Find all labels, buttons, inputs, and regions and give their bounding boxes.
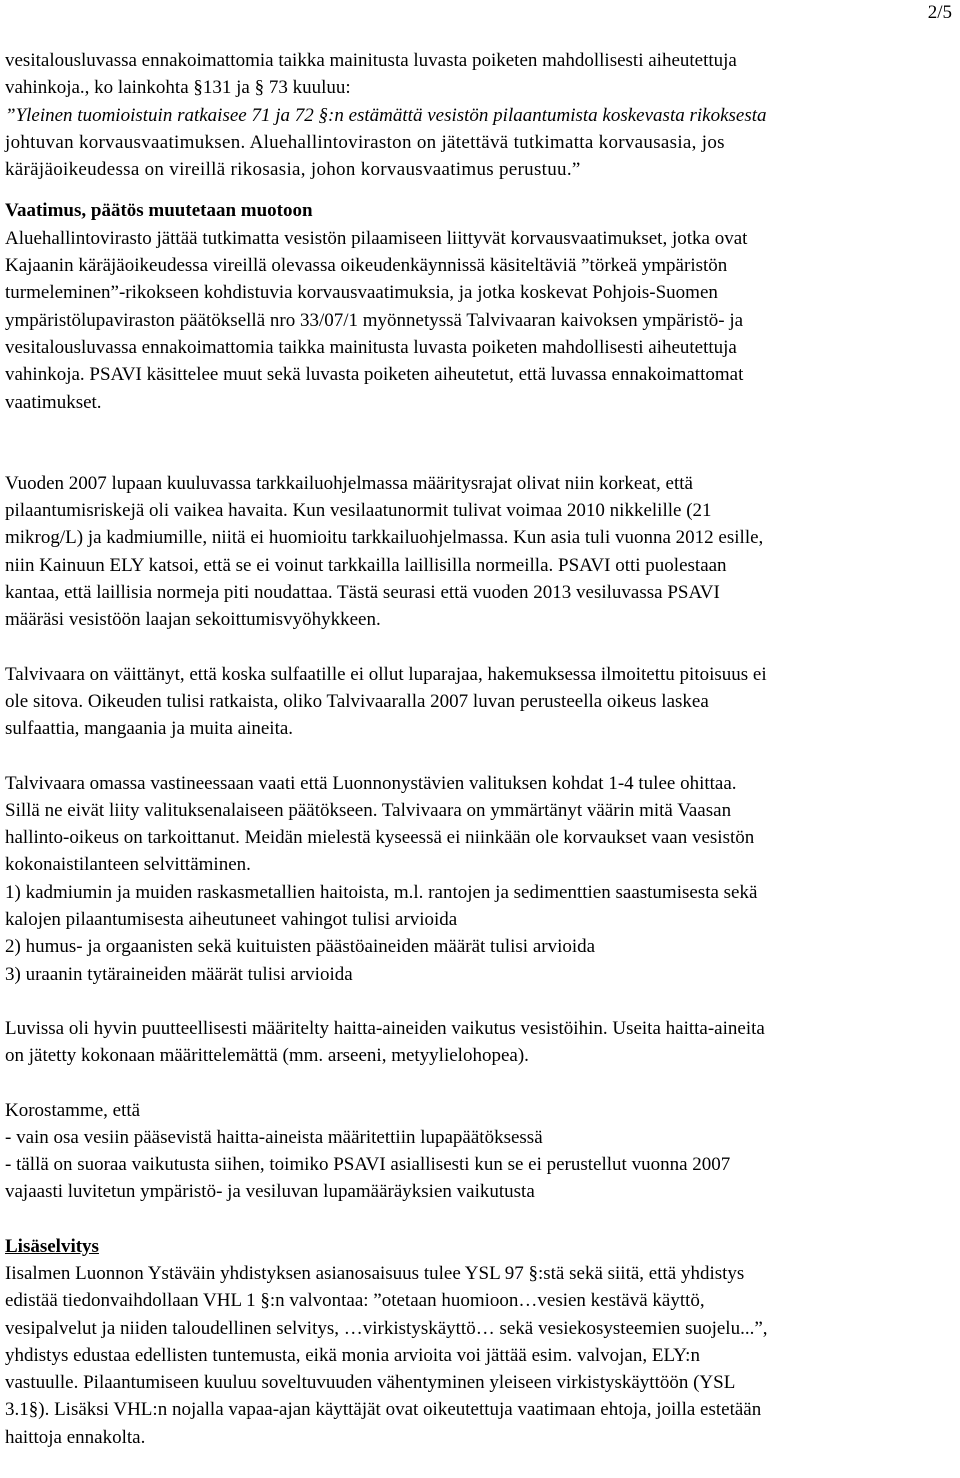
list-item-continued: vajaasti luvitetun ympäristö- ja vesiluvan lupamääräyksien vaikutusta bbox=[5, 1181, 535, 1203]
quote-line: ”Yleinen tuomioistuin ratkaisee 71 ja 72 §:n estämättä vesistön pilaantumista koskevasta rikoksesta bbox=[5, 104, 767, 126]
text-line: määräsi vesistöön laajan sekoittumisvyöhykkeen. bbox=[5, 609, 381, 631]
text-line: hallinto-oikeus on tarkoittanut. Meidän mielestä kyseessä ei niinkään ole korvaukset vaan vesistön bbox=[5, 827, 755, 849]
text-line: on jätetty kokonaan määrittelemättä (mm. arseeni, metyylielohopea). bbox=[5, 1045, 529, 1067]
text-line: Luvissa oli hyvin puutteellisesti määritelty haitta-aineiden vaikutus vesistöihin. Useita haitta-aineita bbox=[5, 1017, 765, 1039]
text-line: vesipalvelut ja niiden taloudellinen selvitys, …virkistyskäyttö… sekä vesiekosysteemien suojelu...”, bbox=[5, 1317, 768, 1339]
text-line: vesitalousluvassa ennakoimattomia taikka mainitusta luvasta poiketen mahdollisesti aiheutettuja bbox=[5, 336, 737, 358]
text-line: Iisalmen Luonnon Ystäväin yhdistyksen asianosaisuus tulee YSL 97 §:stä sekä siitä, että yhdistys bbox=[5, 1262, 745, 1284]
paragraph-korostamme bbox=[5, 1097, 955, 1206]
text-line: niin Kainuun ELY katsoi, että se ei voinut tarkkailla laillisilla normeilla. PSAVI otti puolestaan bbox=[5, 554, 727, 576]
section-heading: Lisäselvitys bbox=[5, 1235, 99, 1257]
lisaselvitys-section bbox=[5, 1233, 955, 1451]
text-line: johtuvan korvausvaatimuksen. Aluehallintoviraston on jätettävä tutkimatta korvausasia, jos bbox=[5, 131, 725, 153]
text-line: 3.1§). Lisäksi VHL:n nojalla vapaa-ajan käyttäjät ovat oikeutettuja vaatimaan ehtoja, joilla estetään bbox=[5, 1399, 762, 1421]
paragraph-2007 bbox=[5, 470, 955, 634]
paragraph-luvissa bbox=[5, 1015, 955, 1070]
document-body bbox=[5, 47, 955, 1451]
list-item: - tällä on suoraa vaikutusta siihen, toimiko PSAVI asiallisesti kun se ei perustellut vuonna 2007 bbox=[5, 1154, 731, 1176]
text-line: turmeleminen”-rikokseen kohdistuvia korvausvaatimuksia, ja jotka koskevat Pohjois-Suomen bbox=[5, 282, 718, 304]
text-line: vahinkoja. PSAVI käsittelee muut sekä luvasta poiketen aiheutetut, että luvassa ennakoimattomat bbox=[5, 364, 744, 386]
text-line: vahinkoja., ko lainkohta §131 ja § 73 kuuluu: bbox=[5, 77, 351, 99]
text-line: ole sitova. Oikeuden tulisi ratkaista, oliko Talvivaaralla 2007 luvan perusteella oikeus laskea bbox=[5, 690, 709, 712]
text-line: pilaantumisriskejä oli vaikea havaita. Kun vesilaatunormit tulivat voimaa 2010 nikkelille (21 bbox=[5, 500, 712, 522]
list-item: 2) humus- ja orgaanisten sekä kuituisten päästöaineiden määrät tulisi arvioida bbox=[5, 936, 596, 958]
paragraph-vastine bbox=[5, 770, 955, 988]
text-line: Talvivaara on väittänyt, että koska sulfaatille ei ollut luparajaa, hakemuksessa ilmoitettu pitoisuus ei bbox=[5, 663, 767, 685]
text-line: vaatimukset. bbox=[5, 391, 102, 413]
list-item: 3) uraanin tytäraineiden määrät tulisi arvioida bbox=[5, 963, 353, 985]
section-heading: Vaatimus, päätös muutetaan muotoon bbox=[5, 200, 313, 222]
text-line: kantaa, että laillisia normeja piti noudattaa. Tästä seurasi että vuoden 2013 vesiluvassa PSAVI bbox=[5, 582, 720, 604]
intro-paragraph bbox=[5, 47, 955, 183]
text-line: ympäristölupaviraston päätöksellä nro 33/07/1 myönnetyssä Talvivaaran kaivoksen ympäristö- ja bbox=[5, 309, 744, 331]
vaatimus-section bbox=[5, 197, 955, 415]
page-number: 2/5 bbox=[927, 2, 952, 23]
text-line: Aluehallintovirasto jättää tutkimatta vesistön pilaamiseen liittyvät korvausvaatimukset, jotka ovat bbox=[5, 227, 748, 249]
text-line: sulfaattia, mangaania ja muita aineita. bbox=[5, 718, 294, 740]
text-line: haittoja ennakolta. bbox=[5, 1426, 146, 1448]
text-line: Kajaanin käräjäoikeudessa vireillä olevassa oikeudenkäynnissä käsiteltäviä ”törkeä ympäristön bbox=[5, 255, 728, 277]
list-item-continued: kalojen pilaantumisesta aiheutuneet vahingot tulisi arvioida bbox=[5, 909, 458, 931]
text-line: mikrog/L) ja kadmiumille, niitä ei huomioitu tarkkailuohjelmassa. Kun asia tuli vuonna 2012 esille, bbox=[5, 527, 764, 549]
list-item: 1) kadmiumin ja muiden raskasmetallien haitoista, m.l. rantojen ja sedimenttien saastumisesta sekä bbox=[5, 881, 758, 903]
text-line: edistää tiedonvaihdollaan VHL 1 §:n valvontaa: ”otetaan huomioon…vesien kestävä käyttö, bbox=[5, 1290, 705, 1312]
text-line: vesitalousluvassa ennakoimattomia taikka mainitusta luvasta poiketen mahdollisesti aiheutettuja bbox=[5, 50, 737, 71]
text-line: Sillä ne eivät liity valituksenalaiseen päätökseen. Talvivaara on ymmärtänyt väärin mitä Vaasan bbox=[5, 799, 732, 821]
text-line: yhdistys edustaa edellisten tuntemusta, eikä monia arvioita voi jättää esim. valvojan, ELY:n bbox=[5, 1344, 700, 1366]
text-line: Vuoden 2007 lupaan kuuluvassa tarkkailuohjelmassa määritysrajat olivat niin korkeat, että bbox=[5, 472, 693, 494]
list-item: - vain osa vesiin pääsevistä haitta-aineista määritettiin lupapäätöksessä bbox=[5, 1126, 543, 1148]
text-line: Korostamme, että bbox=[5, 1099, 141, 1121]
text-line: käräjäoikeudessa on vireillä rikosasia, johon korvausvaatimus perustuu.” bbox=[5, 159, 581, 181]
paragraph-sulfaatti bbox=[5, 661, 955, 743]
text-line: vastuulle. Pilaantumiseen kuuluu soveltuvuuden vähentyminen yleiseen virkistyskäyttöön (YSL bbox=[5, 1372, 736, 1394]
text-line: kokonaistilanteen selvittäminen. bbox=[5, 854, 251, 876]
text-line: Talvivaara omassa vastineessaan vaati että Luonnonystävien valituksen kohdat 1-4 tulee ohittaa. bbox=[5, 772, 737, 794]
